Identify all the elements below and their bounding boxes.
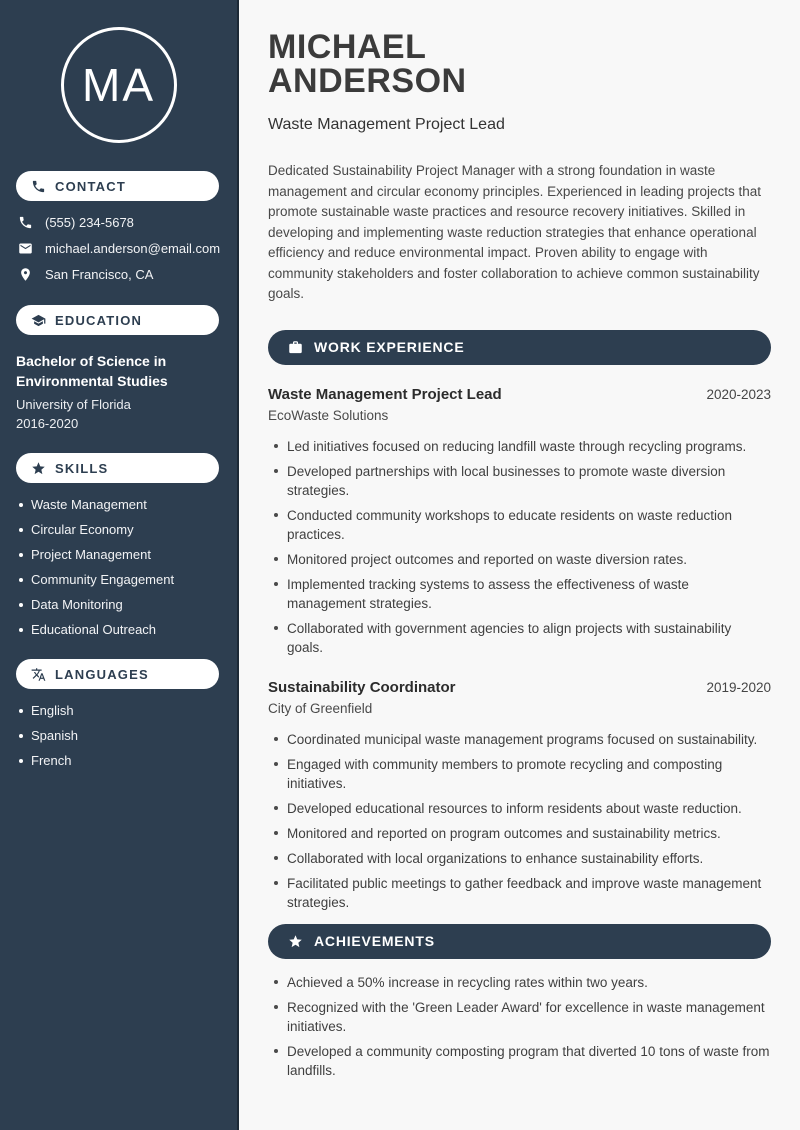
achievement-item: Developed a community composting program that diverted 10 tons of waste from landfills. — [274, 1042, 771, 1080]
job-bullet-list — [274, 437, 771, 657]
location-pin-icon — [18, 267, 33, 282]
language-item: English — [19, 702, 227, 720]
skill-item: Data Monitoring — [19, 596, 227, 614]
contact-list — [18, 215, 223, 282]
job-company: EcoWaste Solutions — [268, 407, 389, 423]
skills-section-title: SKILLS — [55, 460, 109, 476]
skills-section-header — [16, 453, 219, 483]
job-entry — [268, 679, 771, 912]
location-value: San Francisco, CA — [45, 267, 154, 282]
star-icon — [288, 934, 303, 949]
achievements-section-title: ACHIEVEMENTS — [314, 933, 435, 949]
skill-item: Waste Management — [19, 496, 227, 514]
job-title: Waste Management Project Lead — [268, 385, 502, 403]
headline: Waste Management Project Lead — [268, 116, 505, 133]
job-dates: 2020-2023 — [706, 386, 771, 402]
skill-item: Circular Economy — [19, 521, 227, 539]
job-entry — [268, 386, 771, 657]
person-name-line1: MICHAEL — [268, 28, 427, 66]
contact-section-title: CONTACT — [55, 178, 126, 194]
job-bullet-item: Developed partnerships with local businesses to promote waste diversion strategies. — [274, 462, 771, 500]
job-header — [268, 679, 771, 696]
job-bullet-item: Collaborated with local organizations to enhance sustainability efforts. — [274, 849, 771, 868]
job-header — [268, 386, 771, 403]
job-bullet-item: Monitored project outcomes and reported on waste diversion rates. — [274, 550, 771, 569]
contact-email-row — [18, 241, 223, 256]
sidebar — [0, 0, 239, 1130]
job-dates: 2019-2020 — [706, 679, 771, 695]
skill-item: Project Management — [19, 546, 227, 564]
education-years: 2016-2020 — [16, 416, 79, 431]
languages-section-header — [16, 659, 219, 689]
job-bullet-list — [274, 730, 771, 912]
job-bullet-item: Engaged with community members to promote recycling and composting initiatives. — [274, 755, 771, 793]
work-experience-section-title: WORK EXPERIENCE — [314, 339, 465, 355]
achievement-item: Achieved a 50% increase in recycling rates within two years. — [274, 973, 771, 992]
contact-phone-row — [18, 215, 223, 230]
job-bullet-item: Implemented tracking systems to assess the effectiveness of waste management strategies. — [274, 575, 771, 613]
achievement-item: Recognized with the 'Green Leader Award' for excellence in waste management initiatives. — [274, 998, 771, 1036]
graduation-cap-icon — [31, 313, 46, 328]
job-bullet-item: Monitored and reported on program outcomes and sustainability metrics. — [274, 824, 771, 843]
job-bullet-item: Led initiatives focused on reducing landfill waste through recycling programs. — [274, 437, 771, 456]
achievements-section-header — [268, 924, 771, 959]
avatar-initials: MA — [82, 59, 155, 111]
summary-paragraph: Dedicated Sustainability Project Manager with a strong foundation in waste management and circular economy principles. Experienced in leading projects that promote sustainable waste practices and resource recovery initiatives. Skilled in developing and implementing waste reduction strategies that enhance operational efficiency and reduce environmental impact. Proven ability to engage with community stakeholders and foster collaboration to achieve common sustainability goals. — [268, 163, 762, 301]
phone-icon — [31, 179, 46, 194]
job-bullet-item: Facilitated public meetings to gather feedback and improve waste management strategies. — [274, 874, 771, 912]
contact-section-header — [16, 171, 219, 201]
person-name — [268, 30, 771, 98]
person-name-line2: ANDERSON — [268, 62, 467, 100]
translate-icon — [31, 667, 46, 682]
briefcase-icon — [288, 340, 303, 355]
job-bullet-item: Conducted community workshops to educate residents on waste reduction practices. — [274, 506, 771, 544]
skill-item: Educational Outreach — [19, 621, 227, 639]
email-value: michael.anderson@email.com — [45, 241, 221, 256]
achievements-list — [274, 973, 771, 1080]
education-school: University of Florida — [16, 397, 131, 412]
skill-item: Community Engagement — [19, 571, 227, 589]
job-bullet-item: Collaborated with government agencies to align projects with sustainability goals. — [274, 619, 771, 657]
contact-location-row — [18, 267, 223, 282]
work-experience-section-header — [268, 330, 771, 365]
language-item: French — [19, 752, 227, 770]
job-bullet-item: Developed educational resources to inform residents about waste reduction. — [274, 799, 771, 818]
phone-value: (555) 234-5678 — [45, 215, 134, 230]
education-degree: Bachelor of Science in Environmental Studies — [16, 353, 168, 389]
main-content — [239, 0, 800, 1130]
education-section-header — [16, 305, 219, 335]
language-item: Spanish — [19, 727, 227, 745]
languages-section-title: LANGUAGES — [55, 666, 149, 682]
email-icon — [18, 241, 33, 256]
avatar — [61, 27, 177, 143]
skills-list — [19, 496, 227, 639]
job-company: City of Greenfield — [268, 700, 373, 716]
education-section-title: EDUCATION — [55, 312, 143, 328]
phone-icon — [18, 215, 33, 230]
languages-list — [19, 702, 227, 770]
job-title: Sustainability Coordinator — [268, 678, 456, 696]
job-bullet-item: Coordinated municipal waste management programs focused on sustainability. — [274, 730, 771, 749]
star-icon — [31, 461, 46, 476]
education-entry — [16, 351, 221, 431]
